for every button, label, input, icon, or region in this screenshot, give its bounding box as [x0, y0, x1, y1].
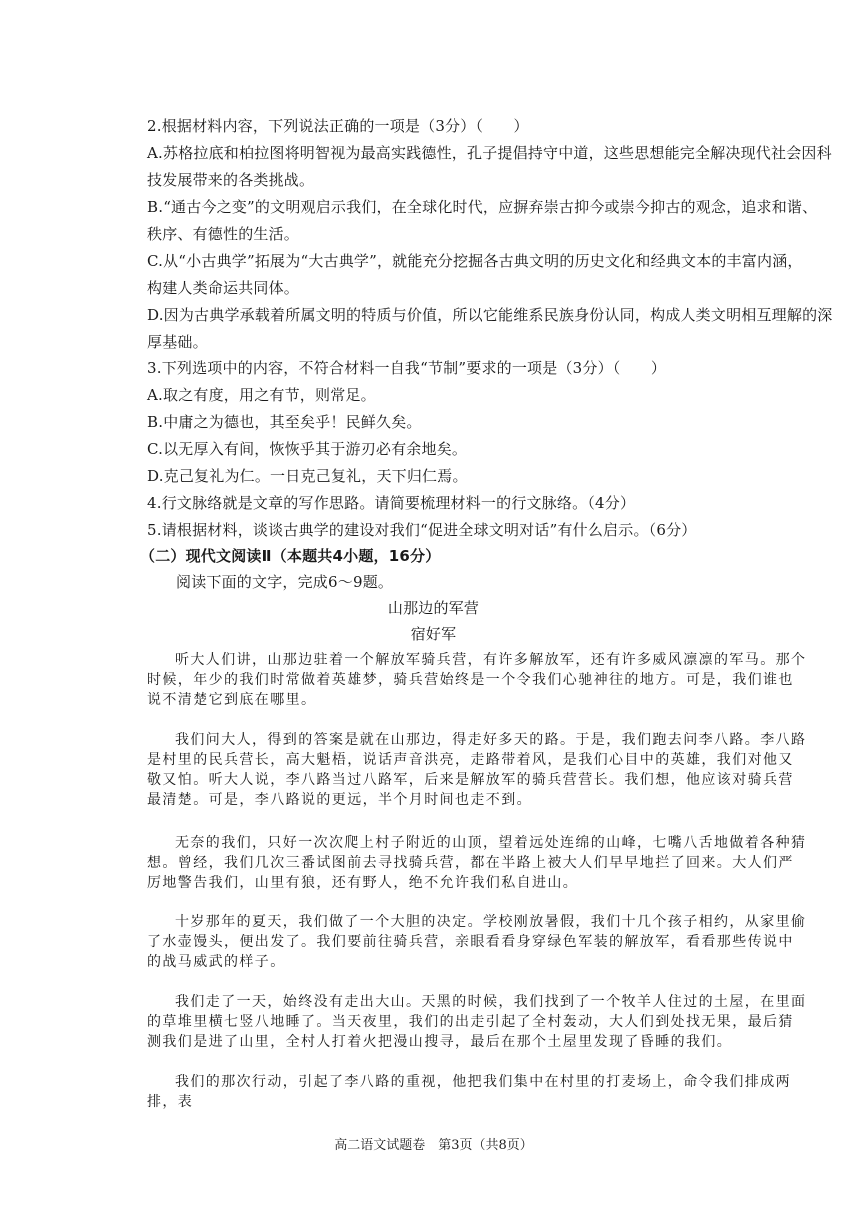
q2-option-d-line1: D.因为古典学承载着所属文明的特质与价值，所以它能维系民族身份认同，构成人类文明相互理解的深	[147, 306, 833, 324]
story-paragraph-4: 十岁那年的夏天，我们做了一个大胆的决定。学校刚放暑假，我们十几个孩子相约，从家里偷了水壶馒头，便出发了。我们要前往骑兵营，亲眼看看身穿绿色军装的解放军，看看那些传说中的战马威武的样子。	[147, 914, 807, 970]
story-author: 宿好军	[410, 625, 457, 643]
q2-stem: 2.根据材料内容，下列说法正确的一项是（3分）（ ）	[147, 117, 529, 135]
q2-option-c-line1: C.从“小古典学”拓展为“大古典学”，就能充分挖掘各古典文明的历史文化和经典文本的丰富内涵，	[147, 252, 803, 270]
q3-option-d: D.克己复礼为仁。一日克己复礼，天下归仁焉。	[147, 467, 468, 485]
q3-option-c: C.以无厚入有间，恢恢乎其于游刃必有余地矣。	[147, 440, 468, 458]
q2-option-b-line2: 秩序、有德性的生活。	[147, 225, 300, 243]
story-paragraph-1: 听大人们讲，山那边驻着一个解放军骑兵营，有许多解放军，还有许多威风凛凛的军马。那个时候，年少的我们时常做着英雄梦，骑兵营始终是一个令我们心驰神往的地方。可是，我们谁也说不清楚它到底在哪里。	[147, 652, 807, 708]
section2-heading: （二）现代文阅读Ⅱ（本题共4小题，16分）	[140, 547, 441, 565]
q2-option-c-line2: 构建人类命运共同体。	[147, 279, 300, 297]
q3-stem: 3.下列选项中的内容，不符合材料一自我“节制”要求的一项是（3分）（ ）	[147, 359, 667, 377]
story-paragraph-3: 无奈的我们，只好一次次爬上村子附近的山顶，望着远处连绵的山峰，七嘴八舌地做着各种猜想。曾经，我们几次三番试图前去寻找骑兵营，都在半路上被大人们早早地拦了回来。大人们严厉地警告我们，山里有狼，还有野人，绝不允许我们私自进山。	[147, 835, 807, 891]
page-footer: 高二语文试题卷 第3页（共8页）	[334, 1138, 533, 1153]
q4-stem: 4.行文脉络就是文章的写作思路。请简要梳理材料一的行文脉络。（4分）	[147, 494, 636, 512]
section2-instruction: 阅读下面的文字，完成6～9题。	[176, 573, 394, 591]
q2-option-b-line1: B.“通古今之变”的文明观启示我们，在全球化时代，应摒弃崇古抑今或崇今抑古的观念，追求和谐、	[147, 198, 818, 216]
q2-option-a-line1: A.苏格拉底和柏拉图将明智视为最高实践德性，孔子提倡持守中道，这些思想能完全解决现代社会因科	[147, 144, 832, 162]
q5-stem: 5.请根据材料，谈谈古典学的建设对我们“促进全球文明对话”有什么启示。（6分）	[147, 521, 697, 539]
q3-option-b: B.中庸之为德也，其至矣乎！民鲜久矣。	[147, 413, 422, 431]
q2-option-d-line2: 厚基础。	[147, 333, 208, 351]
q3-option-a: A.取之有度，用之有节，则常足。	[147, 386, 376, 404]
q2-option-a-line2: 技发展带来的各类挑战。	[147, 171, 315, 189]
story-paragraph-6: 我们的那次行动，引起了李八路的重视，他把我们集中在村里的打麦场上，命令我们排成两排，表	[147, 1074, 791, 1110]
story-paragraph-5: 我们走了一天，始终没有走出大山。天黑的时候，我们找到了一个牧羊人住过的土屋，在里面的草堆里横七竖八地睡了。当天夜里，我们的出走引起了全村轰动，大人们到处找无果，最后猜测我们是进了山里，全村人打着火把漫山搜寻，最后在那个土屋里发现了昏睡的我们。	[147, 994, 807, 1050]
story-title: 山那边的军营	[387, 599, 480, 617]
story-paragraph-2: 我们问大人，得到的答案是就在山那边，得走好多天的路。于是，我们跑去问李八路。李八路是村里的民兵营长，高大魁梧，说话声音洪亮，走路带着风，是我们心目中的英雄，我们对他又敬又怕。听大人说，李八路当过八路军，后来是解放军的骑兵营营长。我们想，他应该对骑兵营最清楚。可是，李八路说的更远，半个月时间也走不到。	[147, 732, 807, 808]
